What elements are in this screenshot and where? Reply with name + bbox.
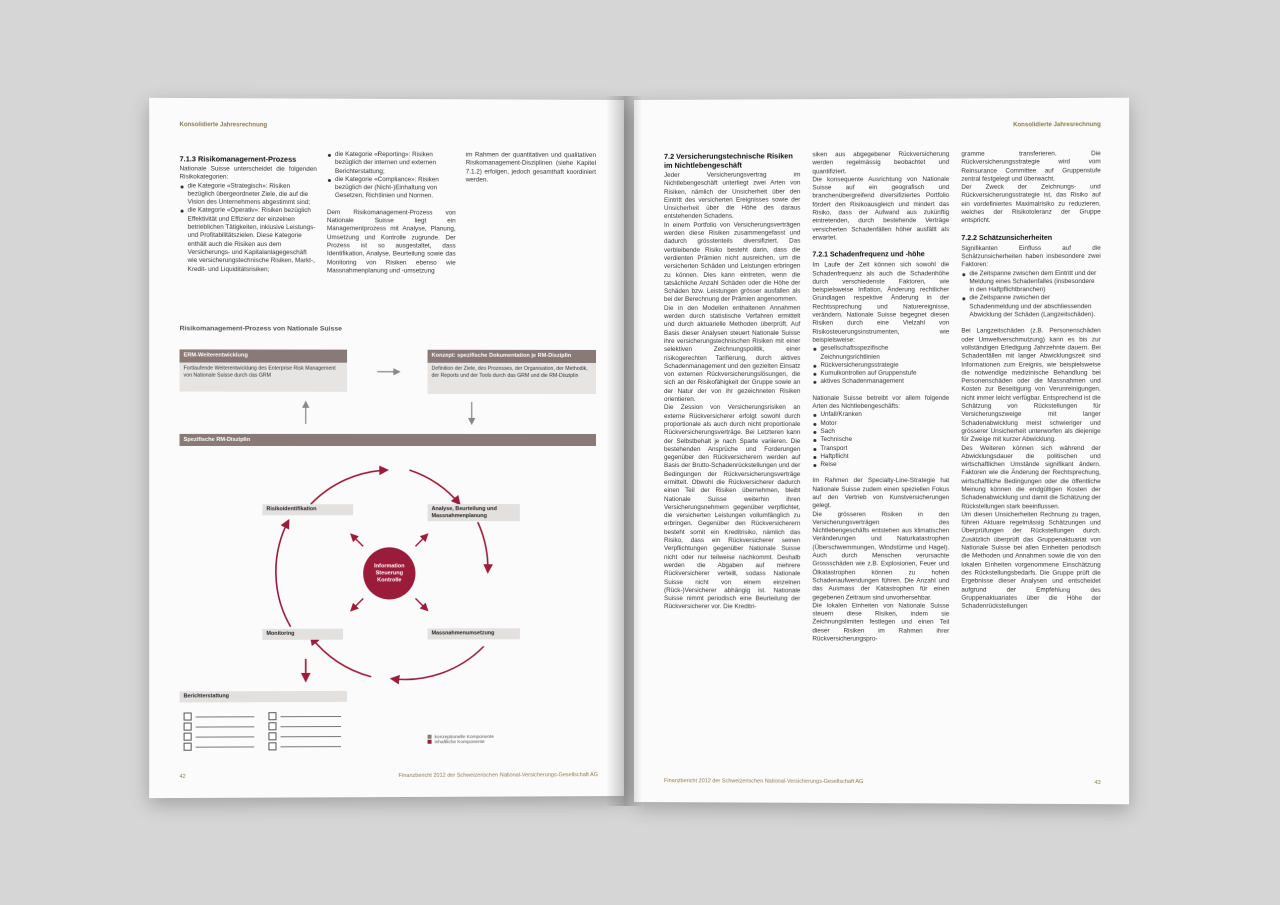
checkbox-icon xyxy=(268,722,276,730)
paragraph: Um diesen Unsicherheiten Rechnung zu tragen, führen Aktuare regelmässig Schätzungen und Überprüfungen der Rückstellungen durch. Zusätzlich überprüft das Gruppenaktuariat von Nationale Suisse bei allen Einheiten periodisch die Methoden und Annahmen sowie die von den lokalen Einheiten vorgenommene Einschätzung des Rückstellungsbedarfs. Die Gruppe prüft die Ergebnisse dieser Analysen und entscheidet aufgrund der Empfehlung des Gruppenaktuariates über die Höhe der Schadenrückstellungen xyxy=(961,511,1101,610)
diagram-title: Risikomanagement-Prozess von Nationale Suisse xyxy=(179,325,342,333)
business-lines-list xyxy=(812,411,949,469)
checklist-line xyxy=(281,726,341,727)
right-column-2 xyxy=(812,151,949,644)
paragraph: Die in den Modellen enthaltenen Annahmen werden durch statistische Verfahren ermittelt und durch aktuarielle Methoden überprüft. Auf Basis dieser Analysen steuert Nationale Suisse ihre versicherungstechnischen Risiken mit einer selektiven Zeichnungspolitik, einer risikogerechten Tarifierung, durch aktives Schadenmanagement und den gezielten Einsatz von externen Rückversicherungslösungen, die sich an der Risikofähigkeit der Gruppe sowie an der Natur der von ihr gezeichneten Risiken orientieren. xyxy=(664,304,801,403)
instrument-list xyxy=(812,345,949,387)
paragraph: Dem Risikomanagement-Prozess von Nationale Suisse liegt ein Managementprozess mit Analyse, Planung, Umsetzung und Kontrolle zugrunde. Der Prozess ist so ausgestaltet, dass Identifikation, Analyse, Beurteilung sowie das Monitoring von Risiken ebenso wie Massnahmenplanung und -umsetzung xyxy=(326,208,456,275)
right-column-1 xyxy=(664,151,800,612)
legend-label: inhaltliche Komponente xyxy=(434,740,485,746)
paragraph: Des Weiteren können sich während der Abwicklungsdauer die politischen und wirtschaftlichen Umstände signifikant ändern. Faktoren wie die Änderung der Rechtsprechung, wirtschaftliche Bedingungen oder die öffentliche Meinung können die endgültigen Kosten der Schadenabwicklung und damit die Schätzung der Rückstellungen stark beeinflussen. xyxy=(961,444,1101,510)
list-item: die Kategorie «Operativ»: Risiken bezüglich Effektivität und Effizienz der einzelnen betrieblichen Tätigkeiten, inklusive Leistungs- und Profitabilitätszielen. Diese Kategorie enthält auch die Risiken aus dem Versicherungs- und Kapitalanlagegeschäft wie versicherungstechnische Risiken, Markt-, Kredit- und Liquiditätsrisiken; xyxy=(187,207,316,273)
right-page xyxy=(634,98,1129,805)
legend-item xyxy=(428,740,494,746)
legend xyxy=(428,734,494,745)
checklist-line xyxy=(196,726,255,727)
subsection-heading: 7.2.1 Schadenfrequenz und -höhe xyxy=(812,251,925,259)
legend-swatch xyxy=(428,735,432,739)
right-column-3 xyxy=(961,150,1100,611)
list-item: aktives Schadenmanagement xyxy=(820,378,949,386)
list-item: Sach xyxy=(820,428,949,436)
erm-body: Fortlaufende Weiterentwicklung des Enterprise Risk Management von Nationale Suisse durch das GRM xyxy=(183,365,336,379)
list-item: die Zeitspanne zwischen der Schadenmeldung und der abschliessenden Abwicklung der Schäden (Langzeitschäden). xyxy=(969,295,1100,320)
page-number: 43 xyxy=(1094,779,1101,787)
paragraph: Die Zession von Versicherungsrisiken an externe Rückversicherer erfolgt sowohl durch proportionale als auch durch nicht proportionale Rückversicherungsverträge. Bei Letzteren kann der Selbstbehalt je nach Sparte variieren. Die bestehenden Ansprüche und Forderungen gegenüber den Rückversicherern werden auf Basis der Brutto-Schadenrückstellungen und der Bedingungen der Rückversicherungsverträge ermittelt. Obwohl die Rückversicherer dadurch einen Teil der Risiken übernehmen, bleibt Nationale Suisse weiterhin ihren Versicherungsnehmern gegenüber verpflichtet, die versicherten Leistungen vollumfänglich zu erbringen. Gegenüber den Rückversicherern besteht somit ein Kreditrisiko, nämlich das Risiko, dass ein Rückversicherer seinen Verpflichtungen gegenüber Nationale Suisse nicht oder nur teilweise nachkommt. Deshalb werden die Abgaben auf mehrere Rückversicherer verteilt, sodass Nationale Suisse nicht von einem einzelnen (Rück-)Versicherer abhängig ist. Nationale Suisse nimmt periodisch eine Beurteilung der Rückversicherer vor. Die Kreditri- xyxy=(664,404,801,611)
list-item: Technische xyxy=(820,436,949,444)
list-item: Transport xyxy=(820,444,949,452)
list-item: Haftpflicht xyxy=(820,453,949,461)
checkbox-icon xyxy=(268,742,276,750)
section-heading: 7.1.3 Risikomanagement-Prozess xyxy=(179,154,297,164)
running-head: Konsolidierte Jahresrechnung xyxy=(179,122,268,129)
paragraph: siken aus abgegebener Rückversicherung werden regelmässig beobachtet und quantifiziert. xyxy=(812,150,950,175)
konzept-body: Definition der Ziele, des Prozesses, der Organisation, der Methodik, der Reports und der Tools durch das GRM und die RM-Disziplin xyxy=(431,365,588,379)
list-item: Rückversicherungsstrategie xyxy=(820,361,949,369)
information-hub xyxy=(363,547,415,599)
list-item: die Kategorie «Reporting»: Risiken bezüglich der internen und externen Berichterstattung; xyxy=(335,151,456,176)
factor-list xyxy=(961,269,1100,319)
paragraph: Im Rahmen der Specialty-Line-Strategie hat Nationale Suisse zudem einen speziellen Fokus auf den Vertrieb von Kunstversicherungen gelegt. xyxy=(812,477,950,510)
legend-label: konzeptionelle Komponente xyxy=(434,734,495,740)
legend-swatch xyxy=(428,740,432,744)
paragraph: Signifikanten Einfluss auf die Schätzunsicherheiten haben insbesondere zwei Faktoren: xyxy=(961,244,1101,269)
list-item: Unfall/Kranken xyxy=(820,411,949,419)
paragraph: In einem Portfolio von Versicherungsverträgen werden diese Risiken zusammengefasst und dadurch grösstenteils diversifiziert. Das verbleibende Risiko besteht darin, dass die verdienten Prämien nicht ausreichen, um die versicherten Schäden und Leistungen erbringen zu können. Dies kann eintreten, wenn die tatsächliche Anzahl Schäden oder die Höhe der Schäden bzw. Leistungen grösser ausfallen als bei der Berechnung der Prämien angenommen. xyxy=(664,221,801,304)
checkbox-icon xyxy=(268,732,276,740)
paragraph: Nationale Suisse betreibt vor allem folgende Arten des Nichtlebengeschäfts: xyxy=(812,394,950,410)
massnahmenumsetzung-label: Massnahmenumsetzung xyxy=(428,628,520,639)
erm-header: ERM-Weiterentwicklung xyxy=(180,349,348,362)
list-item: Reise xyxy=(820,461,949,469)
paragraph: Der Zweck der Zeichnungs- und Rückversicherungsstrategie ist, das Risiko auf ein vordefiniertes Maximalrisiko zu reduzieren, welches der Risikotoleranz der Gruppe entspricht. xyxy=(961,183,1101,225)
hub-line: Steuerung xyxy=(375,569,404,576)
left-page xyxy=(149,98,624,798)
checklist-line xyxy=(281,716,341,717)
konzept-header: Konzept: spezifische Dokumentation je RM-Disziplin xyxy=(428,350,596,363)
footer-text: Finanzbericht 2012 der Schweizerischen National-Versicherungs-Gesellschaft AG xyxy=(664,778,864,785)
checkbox-icon xyxy=(268,712,276,720)
analyse-label: Analyse, Beurteilung und Massnahmenplanung xyxy=(428,504,520,521)
list-item: die Zeitspanne zwischen dem Eintritt und der Meldung eines Schadenfalles (insbesondere in den Haftpflichtbranchen) xyxy=(969,269,1100,294)
monitoring-label: Monitoring xyxy=(262,629,343,640)
list-item: Motor xyxy=(820,419,949,427)
list-item: gesellschaftsspezifische Zeichnungsrichtlinien xyxy=(820,345,949,362)
berichterstattung-label: Berichterstattung xyxy=(180,691,348,702)
checkbox-icon xyxy=(184,712,192,720)
checklist-line xyxy=(196,716,255,717)
paragraph: Die konsequente Ausrichtung von Nationale Suisse auf ein geografisch und branchenübergreifend diversifiziertes Portfolio fördert den Risikoausgleich und mindert das Risiko, dass der Aufwand aus zukünftig eintretenden, durch bestehende Verträge versicherten Schadenfällen höher ausfällt als erwartet. xyxy=(812,175,950,242)
paragraph: Im Laufe der Zeit können sich sowohl die Schadenfrequenz als auch die Schadenhöhe durch verschiedenste Faktoren, wie beispielsweise Inflation, Änderung rechtlicher Grundlagen respektive Änderung in der Rechtssprechung und Naturereignisse, verändern. Nationale Suisse begegnet diesen Risiken durch eine Vielzahl von Risikosteuerungsinstrumenten, wie beispielsweise: xyxy=(812,261,950,344)
list-item: die Kategorie «Compliance»: Risiken bezüglich der (Nicht-)Einhaltung von Gesetzen, Richtlinien und Normen. xyxy=(335,176,456,201)
paragraph: Bei Langzeitschäden (z.B. Personenschäden oder Umweltverschmutzung) kann es bis zur vollständigen Erledigung Jahrzehnte dauern. Bei Schadenfällen mit langer Abwicklungszeit sind Informationen zum Ereignis, wie beispielsweise die notwendige medizinische Behandlung bei Personenschäden oder die Massnahmen und Kosten zur Beseitigung von Verunreinigungen, nicht immer leicht verfügbar. Entsprechend ist die Schätzung von Rückstellungen für Versicherungszweige mit langer Schadenabwicklung meist schwieriger und grösserer Unsicherheit unterworfen als diejenige für Zweige mit kurzer Abwicklung. xyxy=(961,327,1101,444)
paragraph: Die grösseren Risiken in den Versicherungsverträgen des Nichtlebengeschäfts entstehen aus klimatischen Veränderungen und Naturkatastrophen (Überschwemmungen, Windstürme und Hagel). Auch durch Menschen verursachte Grossschäden wie z.B. Explosionen, Feuer und Ölkatastrophen können zu hohen Schadenaufwendungen führen. Die Anzahl und das Ausmass der Katastrophen für einen gegebenen Zeitraum sind unvorhersehbar. xyxy=(812,510,950,602)
running-head: Konsolidierte Jahresrechnung xyxy=(1013,122,1101,129)
risikoidentifikation-label: Risikoidentifikation xyxy=(262,504,353,515)
page-number: 42 xyxy=(179,773,186,780)
intro-text: Nationale Suisse unterscheidet die folgenden Risikokategorien: xyxy=(179,165,317,181)
paragraph: Jeder Versicherungsvertrag im Nichtlebengeschäft unterliegt zwei Arten von Risiken, nämlich der Unsicherheit über den Eintritt des versicherten Ereignisses sowie der Unsicherheit über die Höhe des daraus entstehenden Schadens. xyxy=(664,171,801,221)
checkbox-icon xyxy=(184,733,192,741)
checklist-line xyxy=(196,736,255,737)
paragraph: gramme transferieren. Die Rückversicherungsstrategie wird vom Reinsurance Committee auf Gruppenstufe zentral festgelegt und überwacht. xyxy=(961,150,1101,183)
list-item: die Kategorie «Strategisch»: Risiken bezüglich übergeordneter Ziele, die auf die Vision des Unternehmens abgestimmt sind; xyxy=(188,182,317,207)
paragraph: Die lokalen Einheiten von Nationale Suisse steuern diese Risiken, indem sie Zeichnungslimiten festlegen und einen Teil dieser Risiken im Rahmen ihrer Rückversicherungspro- xyxy=(812,602,950,643)
footer-text: Finanzbericht 2012 der Schweizerischen National-Versicherungs-Gesellschaft AG xyxy=(398,772,598,779)
subsection-heading: 7.2.2 Schätzunsicherheiten xyxy=(961,234,1053,242)
section-heading: 7.2 Versicherungstechnische Risiken im Nichtlebengeschäft xyxy=(664,151,793,170)
hub-line: Information xyxy=(374,562,405,569)
checkbox-icon xyxy=(184,723,192,731)
checkbox-icon xyxy=(184,743,192,751)
rm-discipline-bar: Spezifische RM-Disziplin xyxy=(180,434,596,446)
paragraph: im Rahmen der quantitativen und qualitativen Risikomanagement-Disziplinen (siehe Kapitel 7.1.2) erfolgen, jedoch gesamthaft koordiniert werden. xyxy=(465,151,596,184)
hub-line: Kontrolle xyxy=(377,576,402,583)
list-item: Kumulkontrollen auf Gruppenstufe xyxy=(820,370,949,378)
